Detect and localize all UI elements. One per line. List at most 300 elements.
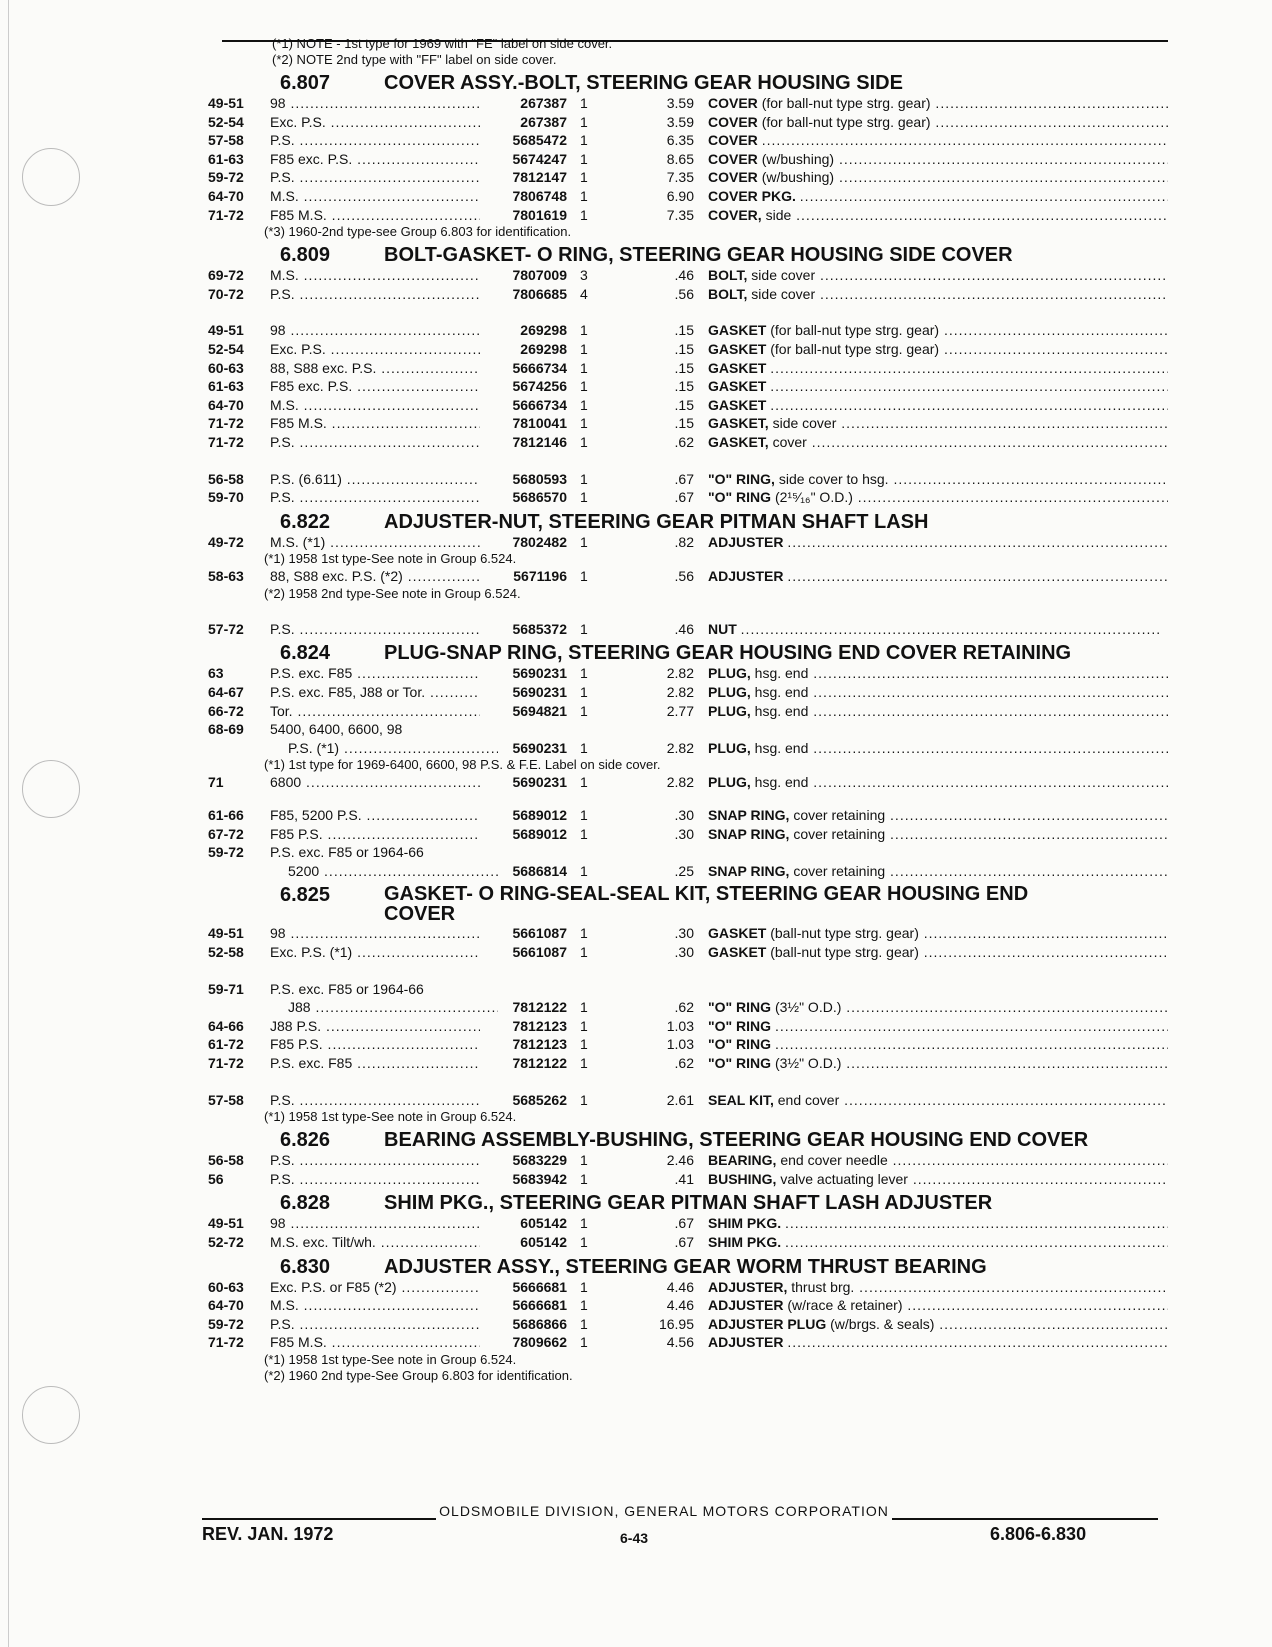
quantity: 1 [580, 774, 588, 791]
price: .62 [674, 433, 694, 450]
note-text: (*2) 1960 2nd type-See Group 6.803 for identification. [264, 1367, 573, 1383]
part-row [208, 1333, 1168, 1352]
model-application: P.S. (*1) ..... [270, 740, 498, 756]
part-number: 5685472 [512, 132, 567, 149]
model-application: 98 ..... [270, 925, 480, 941]
part-detail: (ball-nut type strg. gear) [770, 925, 919, 942]
part-row [208, 470, 1168, 489]
section-number: 6.809 [280, 244, 331, 267]
part-row [208, 1091, 1168, 1110]
section-number: 6.826 [280, 1129, 331, 1152]
spacer [208, 962, 1168, 980]
part-number: 7806748 [512, 187, 567, 204]
model-application: P.S. ..... [270, 286, 480, 302]
part-detail: (w/race & retainer) [787, 1297, 903, 1314]
part-name: COVER [708, 95, 758, 111]
model-year: 49-51 [208, 1215, 244, 1232]
part-row [208, 1151, 1168, 1170]
price: 2.82 [666, 739, 694, 756]
page-edge-line [8, 0, 9, 1647]
part-description [708, 415, 1168, 431]
model-application: M.S. ..... [270, 397, 480, 413]
model-application: P.S. ..... [270, 621, 480, 637]
part-name: COVER [708, 169, 758, 186]
section-header [208, 507, 1168, 533]
price: .67 [674, 1233, 694, 1250]
model-year: 71-72 [208, 415, 244, 432]
part-row [208, 285, 1168, 304]
price: .30 [674, 944, 694, 960]
part-number: 7812146 [512, 433, 567, 450]
part-description [708, 1092, 1168, 1108]
model-year: 71-72 [208, 206, 244, 223]
part-name: SNAP RING, [708, 807, 790, 824]
part-name: GASKET [708, 340, 767, 357]
part-name: PLUG, [708, 739, 751, 756]
part-name: SHIM PKG. [708, 1215, 782, 1232]
quantity: 1 [580, 150, 588, 167]
model-year: 57-72 [208, 620, 244, 637]
part-name: "O" RING [708, 999, 772, 1016]
part-number: 5686814 [512, 862, 567, 879]
price: 1.03 [666, 1036, 694, 1053]
part-name: NUT [708, 620, 737, 637]
model-year: 64-70 [208, 187, 244, 204]
part-number: 5683229 [512, 1152, 567, 1169]
part-description [708, 322, 1168, 338]
quantity: 1 [580, 944, 588, 960]
model-application: M.S. exc. Tilt/wh. ..... [270, 1234, 480, 1250]
part-detail: side cover [751, 285, 816, 302]
part-row [208, 533, 1168, 552]
part-row [208, 488, 1168, 507]
part-detail: side [765, 206, 792, 223]
model-application: F85 P.S. ..... [270, 826, 480, 842]
part-description [708, 341, 1168, 357]
part-description [708, 1297, 1168, 1313]
model-year: 61-63 [208, 378, 244, 395]
part-description [708, 397, 1168, 413]
model-application: P.S. exc. F85 or 1964-66 [270, 980, 424, 997]
price: 1.03 [666, 1017, 694, 1034]
price: 2.46 [666, 1152, 694, 1169]
part-description [708, 286, 1168, 302]
part-description [708, 1215, 1168, 1231]
part-description [708, 471, 1168, 487]
part-description [708, 1279, 1168, 1295]
part-description [708, 267, 1168, 283]
part-number: 7812122 [512, 1054, 567, 1071]
part-detail: valve actuating lever [780, 1170, 908, 1187]
model-application: P.S. ..... [270, 132, 480, 148]
model-application: P.S. exc. F85 ..... [270, 665, 480, 681]
part-description [708, 1152, 1168, 1168]
part-name: "O" RING, [708, 470, 775, 487]
part-name: GASKET, [708, 415, 769, 432]
part-name: SNAP RING, [708, 825, 790, 842]
model-year: 49-51 [208, 95, 244, 111]
note-text: (*3) 1960-2nd type-see Group 6.803 for identification. [264, 224, 572, 240]
model-application: Exc. P.S. or F85 (*2) ..... [270, 1279, 480, 1295]
note-text: (*1) NOTE - 1st type for 1969 with "FE" label on side cover. [272, 36, 613, 51]
quantity: 1 [580, 568, 588, 585]
part-number: 5690231 [512, 684, 567, 701]
binder-hole-3 [22, 1386, 80, 1444]
quantity: 1 [580, 1233, 588, 1250]
price: 3.59 [666, 95, 694, 111]
section-header [208, 68, 1168, 94]
price: .67 [674, 470, 694, 487]
section-header [208, 1252, 1168, 1278]
part-detail: (for ball-nut type strg. gear) [770, 322, 940, 339]
part-number: 5680593 [512, 470, 567, 487]
quantity: 1 [580, 925, 588, 942]
model-application: 5200 ..... [270, 863, 498, 879]
part-number: 269298 [520, 322, 567, 339]
part-row [208, 1214, 1168, 1233]
part-row [208, 998, 1168, 1017]
section-header [208, 880, 1168, 924]
part-number: 5666734 [512, 359, 567, 376]
part-row [208, 266, 1168, 285]
model-year: 63 [208, 665, 224, 682]
model-application: F85 exc. P.S. ..... [270, 151, 480, 167]
price: 8.65 [666, 150, 694, 167]
model-year: 52-54 [208, 340, 244, 357]
part-name: BOLT, [708, 285, 748, 302]
spacer [208, 452, 1168, 470]
section-header [208, 240, 1168, 266]
model-year: 59-71 [208, 980, 244, 997]
model-year: 61-66 [208, 807, 244, 824]
part-number: 5685262 [512, 1091, 567, 1108]
price: .15 [674, 322, 694, 339]
model-application: P.S. ..... [270, 1171, 480, 1187]
part-row [208, 773, 1168, 792]
price: .82 [674, 533, 694, 550]
model-year: 49-72 [208, 533, 244, 550]
part-detail: cover retaining [793, 825, 886, 842]
price: 2.61 [666, 1091, 694, 1108]
model-application: F85 exc. P.S. ..... [270, 378, 480, 394]
price: .30 [674, 925, 694, 942]
quantity: 1 [580, 1315, 588, 1332]
model-year: 70-72 [208, 285, 244, 302]
quantity: 1 [580, 1036, 588, 1053]
section-header [208, 1188, 1168, 1214]
quantity: 1 [580, 702, 588, 719]
price: .67 [674, 1215, 694, 1232]
part-number: 5666734 [512, 396, 567, 413]
model-application: F85, 5200 P.S. ..... [270, 807, 480, 823]
part-row [208, 664, 1168, 683]
part-row [208, 433, 1168, 452]
footer-corporation: OLDSMOBILE DIVISION, GENERAL MOTORS CORPORATION [439, 1503, 889, 1519]
part-description [708, 534, 1168, 550]
part-name: ADJUSTER [708, 1297, 784, 1314]
quantity: 1 [580, 359, 588, 376]
part-row [208, 1278, 1168, 1297]
model-application: J88 P.S. ..... [270, 1018, 480, 1034]
quantity: 1 [580, 1017, 588, 1034]
part-number: 7812147 [512, 169, 567, 186]
part-description [708, 151, 1168, 167]
price: .30 [674, 807, 694, 824]
model-year: 52-58 [208, 944, 244, 960]
model-year: 60-63 [208, 1278, 244, 1295]
part-number: 5661087 [512, 925, 567, 942]
model-year: 64-70 [208, 1297, 244, 1314]
part-row [208, 1035, 1168, 1054]
quantity: 1 [580, 1091, 588, 1108]
part-row [208, 683, 1168, 702]
price: .56 [674, 568, 694, 585]
part-name: ADJUSTER [708, 533, 784, 550]
part-row [208, 924, 1168, 943]
note-text: (*1) 1st type for 1969-6400, 6600, 98 P.S. & F.E. Label on side cover. [264, 757, 661, 773]
price: .15 [674, 378, 694, 395]
part-detail: hsg. end [754, 665, 809, 682]
part-number: 7812123 [512, 1017, 567, 1034]
quantity: 1 [580, 665, 588, 682]
part-name: GASKET [708, 925, 767, 942]
section-header [208, 638, 1168, 664]
part-row [208, 113, 1168, 132]
part-description [708, 1171, 1168, 1187]
part-number: 5674256 [512, 378, 567, 395]
part-row [208, 1315, 1168, 1334]
part-detail: hsg. end [754, 774, 809, 791]
model-year: 59-72 [208, 844, 244, 861]
part-detail: (2¹⁵⁄₁₆" O.D.) [774, 489, 853, 506]
part-detail: hsg. end [754, 739, 809, 756]
price: .30 [674, 825, 694, 842]
part-description [708, 1055, 1168, 1071]
part-name: ADJUSTER [708, 568, 784, 585]
part-description [708, 489, 1168, 505]
note-text: (*1) 1958 1st type-See note in Group 6.524. [264, 1351, 517, 1367]
part-detail: (w/bushing) [761, 150, 835, 167]
price: .46 [674, 620, 694, 637]
model-year: 61-72 [208, 1036, 244, 1053]
part-name: ADJUSTER, [708, 1278, 788, 1295]
part-row [208, 206, 1168, 225]
section-title: BEARING ASSEMBLY-BUSHING, STEERING GEAR HOUSING END COVER [384, 1129, 1089, 1152]
part-detail: (for ball-nut type strg. gear) [761, 113, 931, 130]
part-description [708, 665, 1168, 681]
part-number: 605142 [520, 1215, 567, 1232]
part-name: BOLT, [708, 267, 748, 284]
part-name: COVER [708, 150, 758, 167]
part-row [208, 150, 1168, 169]
model-application: P.S. exc. F85 ..... [270, 1055, 480, 1071]
part-number: 5690231 [512, 739, 567, 756]
part-detail: cover [772, 433, 807, 450]
model-application: 6800 ..... [270, 774, 480, 790]
part-name: COVER [708, 113, 758, 130]
model-year: 67-72 [208, 825, 244, 842]
quantity: 1 [580, 807, 588, 824]
part-number: 269298 [520, 340, 567, 357]
price: 2.82 [666, 665, 694, 682]
footer-revision: REV. JAN. 1972 [202, 1524, 334, 1544]
model-year: 59-72 [208, 169, 244, 186]
quantity: 1 [580, 489, 588, 506]
part-row [208, 720, 1168, 739]
model-year: 71 [208, 774, 224, 791]
section-number: 6.807 [280, 72, 331, 94]
note-text: (*2) NOTE 2nd type with "FF" label on side cover. [272, 52, 557, 67]
model-application: Exc. P.S. ..... [270, 341, 480, 357]
part-name: SEAL KIT, [708, 1091, 774, 1108]
spacer [208, 602, 1168, 620]
part-detail: (3½" O.D.) [774, 1054, 842, 1071]
model-application: P.S. ..... [270, 434, 480, 450]
part-description [708, 925, 1168, 941]
model-application: M.S. (*1) ..... [270, 534, 480, 550]
part-name: ADJUSTER [708, 1334, 784, 1351]
model-year: 58-63 [208, 568, 244, 585]
part-detail: hsg. end [754, 702, 809, 719]
model-application: 98 ..... [270, 322, 480, 338]
part-number: 5671196 [513, 568, 567, 585]
part-row [208, 359, 1168, 378]
note-text: (*1) 1958 1st type-See note in Group 6.524. [264, 1109, 517, 1125]
part-number: 7809662 [512, 1334, 567, 1351]
part-number: 267387 [520, 95, 567, 111]
quantity: 1 [580, 999, 588, 1016]
price: 2.77 [666, 702, 694, 719]
part-number: 5666681 [512, 1278, 567, 1295]
quantity: 1 [580, 470, 588, 487]
part-detail: end cover needle [780, 1152, 888, 1169]
footer-range: 6.806-6.830 [990, 1524, 1087, 1544]
model-application: 5400, 6400, 6600, 98 [270, 721, 403, 738]
part-name: GASKET, [708, 433, 769, 450]
part-number: 7810041 [512, 415, 567, 432]
quantity: 1 [580, 825, 588, 842]
part-name: PLUG, [708, 665, 751, 682]
part-detail: (w/bushing) [761, 169, 835, 186]
price: 16.95 [658, 1315, 694, 1332]
quantity: 1 [580, 1297, 588, 1314]
model-year: 56 [208, 1170, 224, 1187]
price: 4.46 [666, 1297, 694, 1314]
model-application: P.S. (6.611) ..... [270, 471, 480, 487]
section-number: 6.830 [280, 1255, 331, 1278]
model-year: 56-58 [208, 470, 244, 487]
part-number: 5686570 [512, 489, 567, 506]
section-title: PLUG-SNAP RING, STEERING GEAR HOUSING END COVER RETAINING [384, 642, 1072, 665]
part-detail: hsg. end [754, 684, 809, 701]
part-description [708, 621, 1168, 637]
part-description [708, 1018, 1168, 1034]
footer-rule-right [892, 1518, 1158, 1520]
part-name: GASKET [708, 396, 767, 413]
part-name: GASKET [708, 322, 767, 339]
part-description [708, 207, 1168, 223]
part-number: 5690231 [512, 774, 567, 791]
part-name: SNAP RING, [708, 862, 790, 879]
quantity: 1 [580, 132, 588, 149]
price: .25 [674, 862, 694, 879]
part-number: 7812122 [512, 999, 567, 1016]
price: 4.56 [666, 1334, 694, 1351]
price: 4.46 [666, 1278, 694, 1295]
quantity: 1 [580, 169, 588, 186]
price: .46 [674, 267, 694, 284]
part-row [208, 825, 1168, 844]
part-name: PLUG, [708, 702, 751, 719]
section-title: BOLT-GASKET- O RING, STEERING GEAR HOUSING SIDE COVER [384, 244, 1013, 267]
part-description [708, 999, 1168, 1015]
price: .62 [674, 1054, 694, 1071]
part-row [208, 396, 1168, 415]
section-header [208, 1125, 1168, 1151]
part-name: SHIM PKG. [708, 1233, 782, 1250]
part-number: 5661087 [512, 944, 567, 960]
part-name: "O" RING [708, 489, 772, 506]
part-name: BUSHING, [708, 1170, 777, 1187]
price: 2.82 [666, 684, 694, 701]
part-description [708, 684, 1168, 700]
model-year: 60-63 [208, 359, 244, 376]
part-row [208, 943, 1168, 962]
model-application: Exc. P.S. (*1) ..... [270, 944, 480, 960]
price: .15 [674, 359, 694, 376]
model-application: Tor. ..... [270, 703, 480, 719]
part-name: "O" RING [708, 1017, 772, 1034]
quantity: 1 [580, 684, 588, 701]
price: .56 [674, 285, 694, 302]
section-number: 6.825 [280, 884, 331, 907]
part-name: BEARING, [708, 1152, 777, 1169]
part-row [208, 1054, 1168, 1073]
model-application: M.S. ..... [270, 267, 480, 283]
model-year: 52-54 [208, 113, 244, 130]
price: 7.35 [666, 169, 694, 186]
part-description [708, 188, 1168, 204]
part-description [708, 740, 1168, 756]
part-number: 5674247 [512, 150, 567, 167]
part-description [708, 1316, 1168, 1332]
model-application: P.S. ..... [270, 489, 480, 505]
section-number: 6.828 [280, 1192, 331, 1215]
part-detail: (for ball-nut type strg. gear) [761, 95, 931, 111]
quantity: 1 [580, 862, 588, 879]
part-row [208, 131, 1168, 150]
price: 6.90 [666, 187, 694, 204]
part-description [708, 863, 1168, 879]
part-number: 7806685 [512, 285, 567, 302]
note-text: (*2) 1958 2nd type-See note in Group 6.524. [264, 585, 521, 601]
part-detail: cover retaining [793, 807, 886, 824]
price: 7.35 [666, 206, 694, 223]
part-row [208, 1233, 1168, 1252]
part-detail: side cover to hsg. [778, 470, 889, 487]
quantity: 1 [580, 396, 588, 413]
quantity: 1 [580, 340, 588, 357]
model-application: P.S. exc. F85, J88 or Tor. ..... [270, 684, 480, 700]
model-application: P.S. ..... [270, 1092, 480, 1108]
part-number: 5689012 [512, 825, 567, 842]
model-application: 98 ..... [270, 1215, 480, 1231]
model-year: 57-58 [208, 1091, 244, 1108]
model-application: 88, S88 exc. P.S. (*2) ..... [270, 568, 480, 584]
quantity: 1 [580, 322, 588, 339]
part-detail: (w/brgs. & seals) [830, 1315, 935, 1332]
model-year: 59-72 [208, 1315, 244, 1332]
